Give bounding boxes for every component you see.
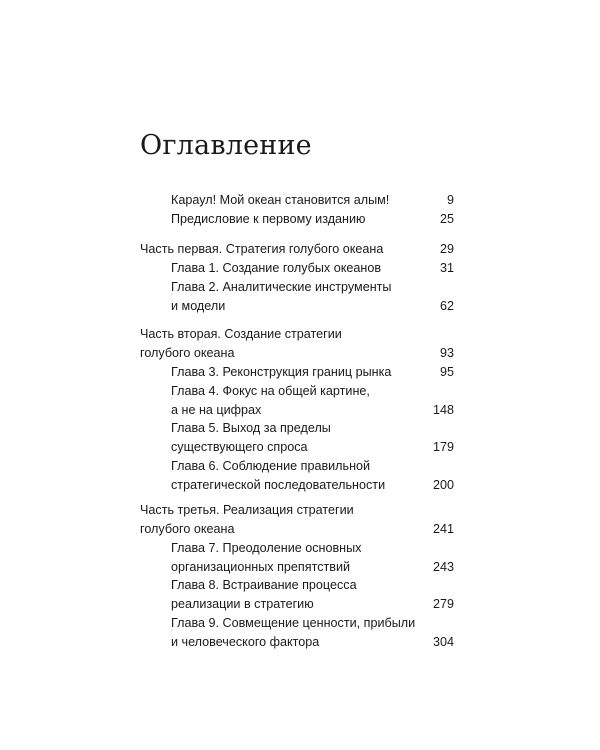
toc-entry-title-cont: существующего спроса [171, 440, 308, 454]
toc-entry-title-cont: а не на цифрах [171, 403, 262, 417]
toc-entry-title: Глава 9. Совмещение ценности, прибыли [171, 616, 416, 630]
toc-page-number: 243 [432, 560, 454, 574]
toc-entry-title-cont: голубого океана [140, 346, 235, 360]
toc-entry-title: Глава 6. Соблюдение правильной [171, 459, 371, 473]
toc-entry-title: Часть третья. Реализация стратегии [140, 503, 354, 517]
toc-page-number: 25 [439, 212, 454, 226]
toc-entry-title: Глава 7. Преодоление основных [171, 541, 362, 555]
toc-entry-title-cont: и модели [171, 299, 226, 313]
toc-entry-title: Глава 1. Создание голубых океанов [171, 261, 382, 275]
toc-entry-title: Часть первая. Стратегия голубого океана [140, 242, 384, 256]
toc-page-number: 29 [439, 242, 454, 256]
toc-page-number: 279 [432, 597, 454, 611]
toc-page-number: 62 [439, 299, 454, 313]
toc-page-number: 148 [432, 403, 454, 417]
toc-entry-title: Глава 8. Встраивание процесса [171, 578, 357, 592]
toc-page-number: 179 [432, 440, 454, 454]
toc-entry-title: Глава 4. Фокус на общей картине, [171, 384, 370, 398]
toc-entry-title-cont: реализации в стратегию [171, 597, 314, 611]
toc-page-number: 31 [439, 261, 454, 275]
toc-entry-title: Глава 3. Реконструкция границ рынка [171, 365, 392, 379]
toc-entry-title-cont: и человеческого фактора [171, 635, 320, 649]
page-title: Оглавление [140, 130, 312, 161]
toc-entry-title-cont: голубого океана [140, 522, 235, 536]
toc-page-number: 200 [432, 478, 454, 492]
toc-page-number: 95 [439, 365, 454, 379]
toc-entry-title: Караул! Мой океан становится алым! [171, 193, 390, 207]
toc-entry-title: Глава 2. Аналитические инструменты [171, 280, 392, 294]
toc-entry-title: Глава 5. Выход за пределы [171, 421, 331, 435]
toc-entry-title-cont: организационных препятствий [171, 560, 351, 574]
toc-entry-title-cont: стратегической последовательности [171, 478, 386, 492]
toc-entry-title: Часть вторая. Создание стратегии [140, 327, 342, 341]
toc-page-number: 241 [432, 522, 454, 536]
toc-page-number: 304 [432, 635, 454, 649]
toc-entry-title: Предисловие к первому изданию [171, 212, 366, 226]
toc-page-number: 9 [446, 193, 454, 207]
toc-page-number: 93 [439, 346, 454, 360]
